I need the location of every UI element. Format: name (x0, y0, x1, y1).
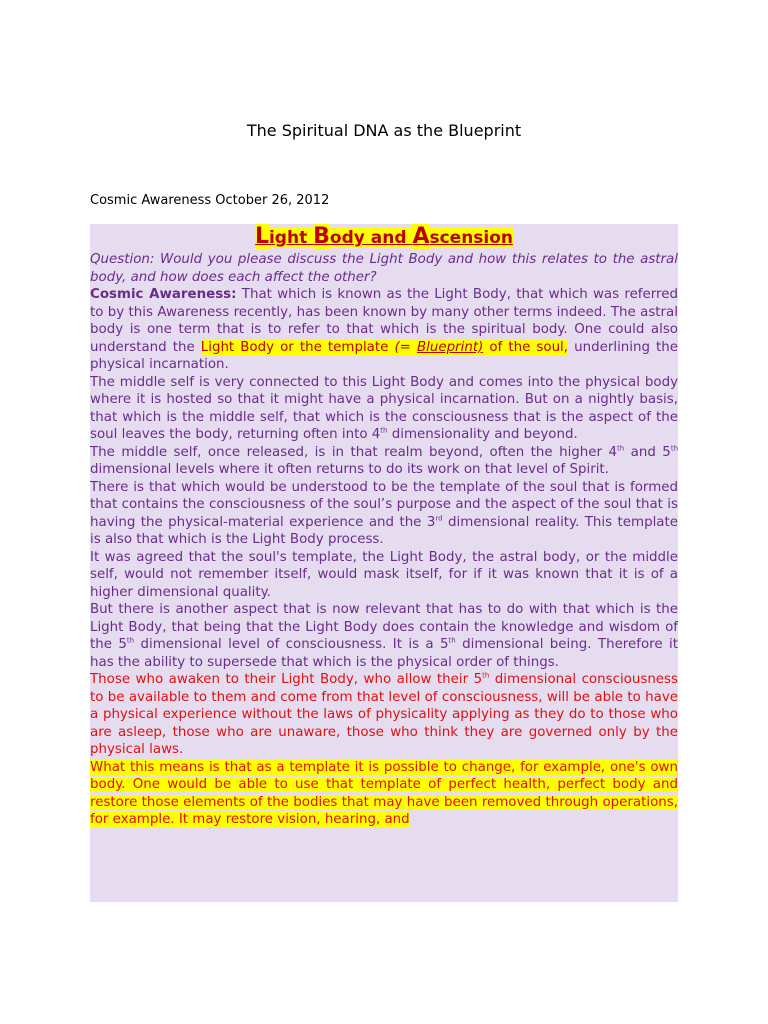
section-heading: Light Body and Ascension (254, 224, 514, 249)
paragraph-awaken: Those who awaken to their Light Body, who allow their 5th dimensional consciousness to be available to them and come from that level of consciousness, will be able to have a physical experience without the laws of physicality applying as they do to those who are asleep, those who are unaware, those who think they are governed only by the physical laws. (90, 671, 678, 757)
highlight-light-body: Light Body or the template (200, 339, 389, 355)
byline: Cosmic Awareness October 26, 2012 (90, 193, 330, 208)
page-title: The Spiritual DNA as the Blueprint (246, 121, 522, 140)
paragraph-middle-self: The middle self is very connected to this Light Body and comes into the physical body where it is hosted so that it might have a physical incarnation. But on a nightly basis, that which is the middle self, that which is the consciousness that is the aspect of the soul leaves the body, returning often into 4th dimensionality and beyond. (90, 374, 678, 442)
paragraph-template: There is that which would be understood to be the template of the soul that is formed that contains the consciousness of the soul’s purpose and the aspect of the soul that is having the physical-material experience and the 3rd dimensional reality. This template is also that which is the Light Body process. (90, 479, 678, 547)
paragraph-template-change: What this means is that as a template it is possible to change, for example, one's own body. One would be able to use that template of perfect health, perfect body and restore those elements of the bodies that may have been removed through operations, for example. It may restore vision, hearing, and (90, 759, 678, 827)
paragraph-another-aspect: But there is another aspect that is now relevant that has to do with that which is the Light Body, that being that the Light Body does contain the knowledge and wisdom of the 5th dimensional level of consciousness. It is a 5th dimensional being. Therefore it has the ability to supersede that which is the physical order of things. (90, 602, 678, 670)
paragraph-released: The middle self, once released, is in that realm beyond, often the higher 4th and 5th dimensional levels where it often returns to do its work on that level of Spirit. (90, 444, 678, 477)
article-box (90, 224, 678, 902)
paragraph-agreed: It was agreed that the soul's template, the Light Body, the astral body, or the middle self, would not remember itself, would mask itself, for if it was known that it is of a higher dimensional quality. (90, 549, 678, 600)
answer-paragraph: Cosmic Awareness: That which is known as the Light Body, that which was referred to by this Awareness recently, has been known by many other terms indeed. The astral body is one term that is to refer to that which is the spiritual body. One could also understand the Light Body or the template (= Blueprint) of the soul, underlining the physical incarnation. (90, 287, 678, 372)
question-paragraph: Question: Would you please discuss the Light Body and how this relates to the astral body, and how does each affect the other? (90, 252, 678, 285)
speaker-label: Cosmic Awareness: (90, 287, 237, 302)
